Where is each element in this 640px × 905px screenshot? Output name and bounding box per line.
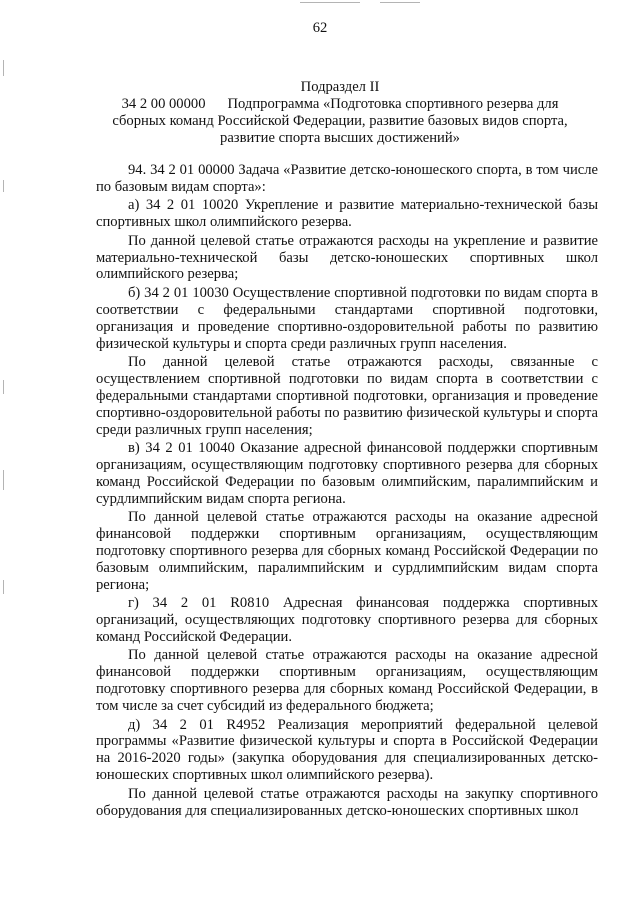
scan-edge-mark	[3, 180, 4, 192]
item-g-description: По данной целевой статье отражаются расходы на оказание адресной финансовой поддержки спортивным организациям, осуществляющим подготовку спортивного резерва для сборных команд Российской Федерации, в том числе за счет субсидий из федерального бюджета;	[96, 647, 598, 715]
document-body	[96, 162, 598, 821]
scan-edge-mark	[380, 2, 420, 3]
item-g: г) 34 2 01 R0810 Адресная финансовая поддержка спортивных организаций, осуществляющих подготовку спортивного резерва для сборных команд Российской Федерации.	[96, 595, 598, 645]
item-b-description: По данной целевой статье отражаются расходы, связанные с осуществлением спортивной подготовки по видам спорта в соответствии с федеральными стандартами спортивной подготовки, организация и проведение спортивно-оздоровительной работы по развитию физической культуры и спорта среди различных групп населения;	[96, 353, 598, 438]
scan-edge-mark	[300, 2, 360, 3]
subprogram-code: 34 2 00 00000	[121, 95, 206, 112]
subprogram-title-line-2: сборных команд Российской Федерации, развитие базовых видов спорта,	[112, 112, 568, 129]
item-d-description: По данной целевой статье отражаются расходы на закупку спортивного оборудования для специализированных детско-юношеских спортивных школ	[96, 785, 598, 819]
item-d: д) 34 2 01 R4952 Реализация мероприятий федеральной целевой программы «Развитие физической культуры и спорта в Российской Федерации на 2016-2020 годы» (закупка оборудования для специализированных детско-юношеских спортивных школ олимпийского резерва).	[96, 716, 598, 784]
item-a: а) 34 2 01 10020 Укрепление и развитие материально-технической базы спортивных школ олимпийского резерва.	[96, 197, 598, 231]
subsection-title: Подраздел II	[300, 79, 380, 95]
scan-edge-mark	[3, 580, 4, 594]
subprogram-title-line-1	[70, 96, 610, 113]
subsection-heading	[70, 79, 610, 147]
scan-edge-mark	[3, 380, 4, 394]
scan-edge-mark	[3, 470, 4, 490]
item-a-description: По данной целевой статье отражаются расходы на укрепление и развитие материально-технической базы детско-юношеских спортивных школ олимпийского резерва;	[96, 232, 598, 283]
item-v-description: По данной целевой статье отражаются расходы на оказание адресной финансовой поддержки спортивным организациям, осуществляющим подготовку спортивного резерва для сборных команд Российской Федерации по базовым олимпийским, паралимпийским и сурдлимпийским видам спорта региона;	[96, 509, 598, 593]
page-number: 62	[312, 20, 328, 36]
item-v: в) 34 2 01 10040 Оказание адресной финансовой поддержки спортивным организациям, осуществляющим подготовку спортивного резерва для сборных команд Российской Федерации по базовым олимпийским, паралимпийским и сурдлимпийским видам спорта региона.	[96, 440, 598, 507]
subprogram-title-line-3: развитие спорта высших достижений»	[220, 129, 460, 146]
item-b: б) 34 2 01 10030 Осуществление спортивной подготовки по видам спорта в соответствии с федеральными стандартами спортивной подготовки, организация и проведение спортивно-оздоровительной работы по развитию физической культуры и спорта среди различных групп населения.	[96, 284, 598, 352]
subprogram-title-text: Подпрограмма «Подготовка спортивного резерва для	[227, 95, 559, 112]
scan-edge-mark	[3, 60, 4, 76]
task-94: 94. 34 2 01 00000 Задача «Развитие детско-юношеского спорта, в том числе по базовым видам спорта»:	[96, 162, 598, 195]
